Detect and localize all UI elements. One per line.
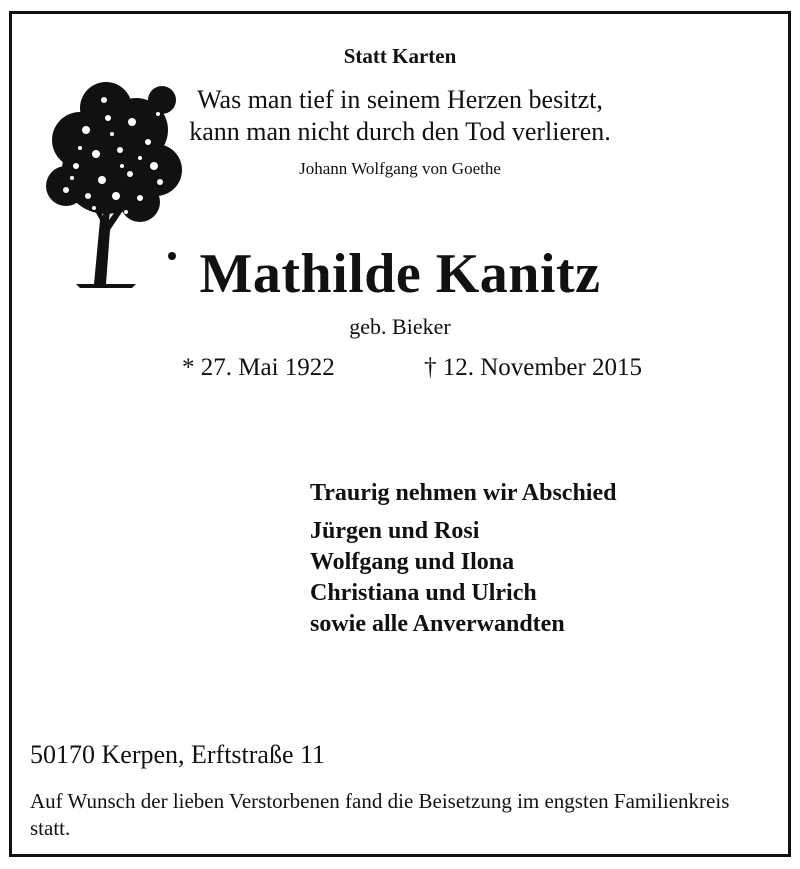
birth-date: * 27. Mai 1922 (182, 354, 335, 381)
death-date: † 12. November 2015 (424, 354, 643, 381)
header: Statt Karten (343, 44, 457, 68)
address: 50170 Kerpen, Erftstraße 11 (30, 740, 326, 769)
mourner-name: Jürgen und Rosi (310, 518, 480, 544)
burial-note: Auf Wunsch der lieben Verstorbenen fand die Beisetzung im engsten Familienkreis statt. (30, 789, 730, 840)
mourner-name: Christiana und Ulrich (310, 580, 537, 606)
mourners-intro: Traurig nehmen wir Abschied (310, 480, 617, 506)
quote-author: Johann Wolfgang von Goethe (299, 159, 501, 178)
quote-line-1: Was man tief in seinem Herzen besitzt, (197, 85, 603, 114)
quote-line-2: kann man nicht durch den Tod verlieren. (189, 117, 611, 146)
mourner-name: sowie alle Anverwandten (310, 611, 565, 637)
mourners-block (310, 478, 616, 640)
maiden-name: geb. Bieker (349, 314, 451, 339)
obituary-frame (9, 11, 791, 857)
deceased-name: Mathilde Kanitz (199, 243, 601, 305)
mourner-name: Wolfgang und Ilona (310, 549, 515, 575)
